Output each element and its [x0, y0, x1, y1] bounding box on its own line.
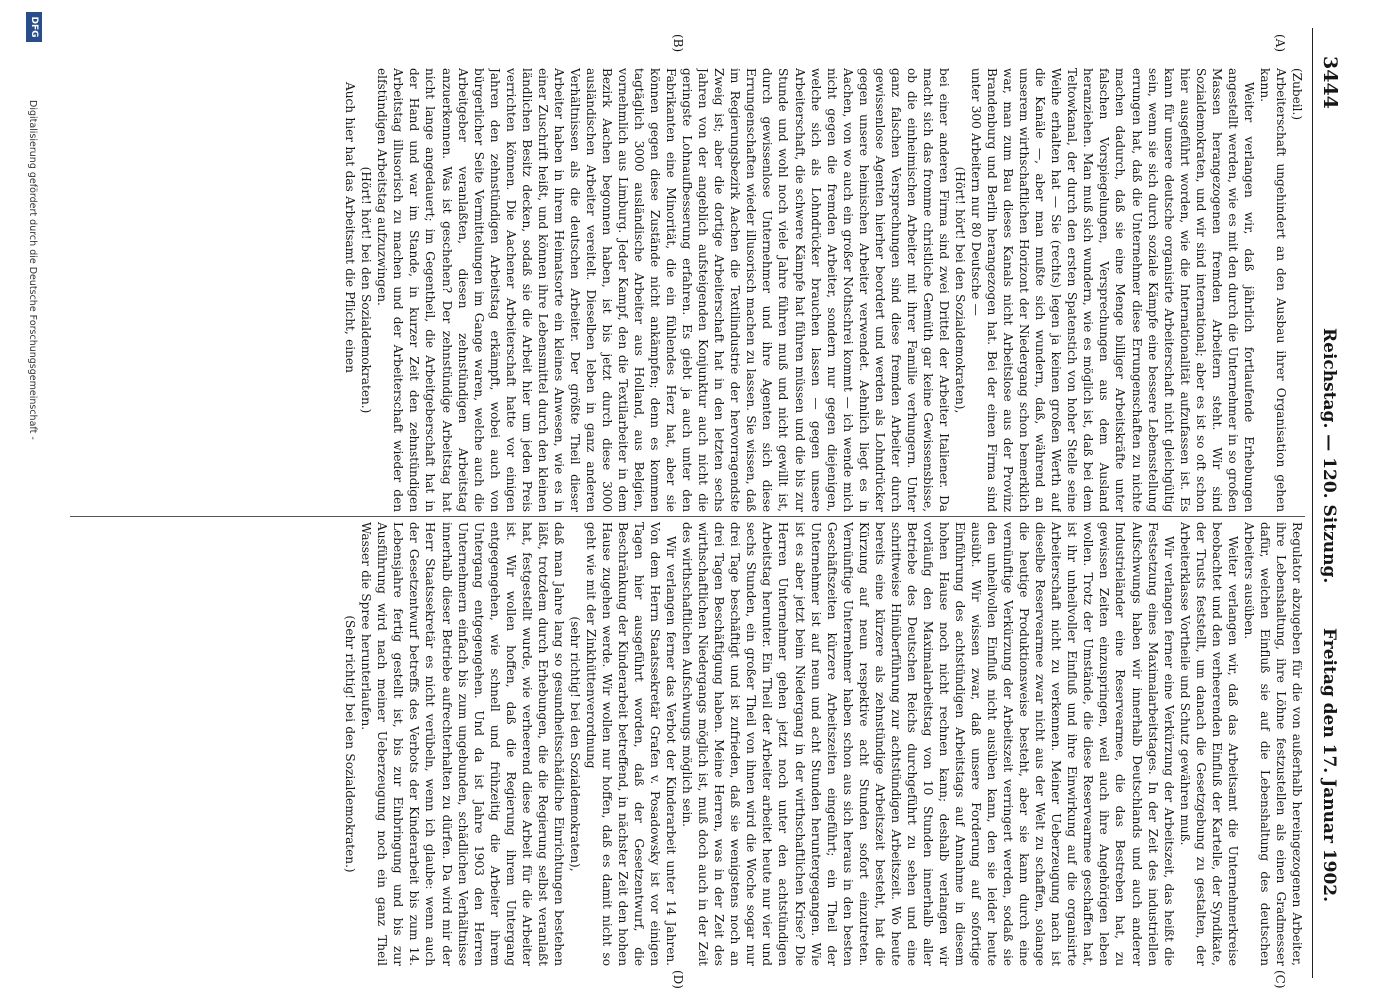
digitization-credit: Digitalisierung gefördert durch die Deutsche Forschungsgemeinschaft - [27, 100, 38, 440]
page-header [1312, 28, 1353, 978]
interjection: (Hört! hört! bei den Sozialdemokraten), [953, 166, 968, 414]
paragraph: bei einer anderen Firma sind zwei Drittel der Arbeiter Italiener. Da macht sich das fromme christliche Gemüth gar keine Gewissensbisse, ob die einheimischen Arbeiter mit ihrer Familie verhungern. Unter ganz falschen Versprechungen sind diese fremden Arbeiter durch gewissenlose Agenten hierher beordert und werden als Lohndrücker gegen unsere heimischen Arbeiter verwendet. Aehnlich liegt es in Aachen, von wo auch ein großer Nothschrei kommt — ich wende mich nicht gegen die fremden Arbeiter, sondern nur gegen diejenigen, welche sich als Lohndrücker brauchen lassen — gegen unsere Arbeiterschaft, die schwere Kämpfe hat führen müssen und die bis zur Stunde und wohl noch viele Jahre führen muß und nicht gewillt ist, durch gewissenlose Unternehmer und ihre Agenten sich diese Errungenschaften wieder illusorisch machen zu lassen. Sie wissen, daß im Regierungsbezirk Aachen die Textilindustrie der hervorragendste Zweig ist; aber die dortige Arbeiterschaft hat in den letzten sechs Jahren von der angeblich aufsteigenden Konjunktur auch nicht die geringste Lohnaufbesserung erfahren. Es giebt ja auch unter den Fabrikanten eine Minorität, die ein fühlendes Herz hat, aber sie können gegen diese Zustände nicht ankämpfen; denn es kommen tagtäglich 3000 ausländische Arbeiter aus Holland, aus Belgien, vornehmlich aus Limburg. Jeder Kampf, den die Textilarbeiter in dem Bezirk Aachen begonnen haben, ist bis jetzt durch diese 3000 ausländischen Arbeiter vereitelt. Dieselben leben in ganz anderen Verhältnissen als die deutschen Arbeiter. Der größte Theil dieser Arbeiter haben in ihrem Heimatsorte ein kleines Anwesen, wie es in einer Zuschrift heißt, und können ihre Lebensmittel durch den kleinen ländlichen Besitz decken, sodaß sie die Arbeit hier um jeden Preis verrichten können. Die Aachener Arbeiterschaft hatte vor einigen Jahren den zehnstündigen Arbeitstag erkämpft, wobei auch von bürgerlicher Seite Vermittelungen im Gange waren, welche auch die Arbeitgeber veranlaßten, diesen zehnstündigen Arbeitstag anzuerkennen. Was ist geschehen? Der zehnstündige Arbeitstag hat nicht lange angedauert; im Gegentheil, die Arbeitgeberschaft hat in der Hand und war im Stande, in kurzer Zeit den zehnstündigen Arbeitstag illusorisch zu machen und der Arbeiterschaft wieder den elfstündigen Arbeitstag aufzuzwingen. [375, 68, 951, 512]
session-title: Reichstag. — 120. Sitzung. [1319, 328, 1339, 584]
paragraph: Weiter verlangen wir, daß jährlich fortlaufende Erhebungen angestellt werden, wie es mit den durch die Unternehmer in so großen Massen herangezogenen fremden Arbeitern steht. Wir sind Sozialdemokraten, und wir sind international; aber es ist so oft schon hier ausgeführt worden, wie die Internationalität aufzufassen ist. Es kann für unsere deutsche organisirte Arbeiterschaft nicht gleichgültig sein, wenn sie sich durch soziale Kämpfe eine bessere Lebensstellung errungen hat, daß die Unternehmer diese Errungenschaften zu nichte machen dadurch, daß sie eine Menge billiger Arbeitskräfte unter falschen Vorspiegelungen, Versprechungen aus dem Ausland heranziehen. Man muß sich wundern, wie es möglich ist, daß bei dem Teltowkanal, der durch den ersten Spatenstich von hoher Stelle seine Weihe erhalten hat — Sie (rechts) legen ja keinen großen Werth auf die Kanäle —, aber man mußte sich wundern, daß, während an unserem wirthschaftlichen Horizont der Niedergang schon bemerklich war, man zum Bau dieses Kanals nicht Arbeitslose aus der Provinz Brandenburg und Berlin herangezogen hat. Bei der einen Firma sind unter 300 Arbeitern nur 80 Deutsche — [969, 68, 1256, 512]
paragraph: daß man Jahre lang so gesundheitsschädliche Einrichtungen bestehen läßt, trotzdem durch Erhebungen, die die Regierung selbst veranlaßt hat, festgestellt wurde, wie verheerend diese Arbeit für die Arbeiter ist. Wir wollen hoffen, daß die Regierung ihrem Untergang entgegengehen, wie schnell und frühzeitig die Arbeiter ihrem Untergang entgegengehen. Und da ist Jahre 1903 den Herren Unternehmern einfach bis zum ungebunden, schädlichen Verhältnisse innerhalb dieser Betriebe aufrechterhalten zu dürfen. Da wird mir der Herr Staatssekretär es nicht verübeln, wenn ich glaube: wenn auch der Gesetzentwurf betreffs des Verbots der Kinderarbeit bis zum 14. Lebensjahre fertig gestellt ist, bis zur Einbringung und bis zur Ausführung wird nach meiner Ueberzeugung noch ein ganz Theil Wasser die Spree herunterlaufen. [359, 522, 566, 966]
left-text-column [65, 68, 1305, 512]
column-divider [70, 516, 1305, 517]
paragraph: Wir verlangen ferner das Verbot der Kinderarbeit unter 14 Jahren. Von dem Herrn Staatssekretär Grafen v. Posadowsky ist vor einigen Tagen hier ausgeführt worden, daß der Gesetzentwurf, die Beschränkung der Kinderarbeit betreffend, in nächster Zeit den hohen Hause zugehen werde. Wir wollen nur hoffen, daß es damit nicht so geht wie mit der Zinkhüttenverordnung [583, 522, 679, 966]
paragraph: Weiter verlangen wir, daß das Arbeitsamt die Unternehmerkreise beobachtet und den verheerenden Einfluß der Kartelle, der Syndikate, der Trusts feststellt, um danach die Gesetzgebung zu gestalten, der Arbeiterklasse Vortheile und Schutz gewähren muß. [1177, 522, 1240, 966]
interjection: (Hört! hört! bei den Sozialdemokraten.) [359, 166, 374, 414]
session-date: Freitag den 17. Januar 1902. [1319, 628, 1339, 903]
margin-marker-d: (D) [671, 970, 685, 989]
interjection: (sehr richtig! bei den Sozialdemokraten), [567, 616, 582, 872]
paragraph: Auch hier hat das Arbeitsamt die Pflicht, einen [343, 82, 358, 373]
right-text-column [65, 522, 1305, 966]
paragraph: Wir verlangen ferner eine Verkürzung der Arbeitszeit, das heißt die Festsetzung eines Maximalarbeitstages. In der Zeit des industriellen Aufschwungs haben wir innerhalb Deutschlands und auch anderer Industrieländer eine Reservearmee, die das Bestreben hat, zu gewissen Zeiten einzuspringen, weil auch ihre Angehörigen leben wollen. Trotz der Umstände, die diese Reservearmee geschaffen hat, ist ihr unheilvoller Einfluß und ihre Einwirkung auf die organisirte Arbeiterschaft nicht zu verkennen. Meiner Ueberzeugung nach ist dieselbe Reservearmee zwar nicht aus der Welt zu schaffen, solange die heutige Produktionsweise besteht, aber sie kann durch eine vernünftige Verkürzung der Arbeitszeit verringert werden, sodaß sie den unheilvollen Einfluß nicht ausüben kann, den sie leider heute ausübt. Wir wissen zwar, daß unsere Forderung auf sofortige Einführung des achtstündigen Arbeitstags auf Annahme in diesem hohen Hause noch nicht rechnen kann; deshalb verlangen wir vorläufig den Maximalarbeitstag von 10 Stunden innerhalb aller Betriebe des Deutschen Reichs durchgeführt zu sehen und eine schrittweise Hinüberführung zur achtstündigen Arbeitszeit. Wo heute bereits eine kürzere als zehnstündige Arbeitszeit besteht, hat die Kürzung auf neun respektive acht Stunden sofort einzutreten. Vernünftige Unternehmer haben schon aus sich heraus in den besten Geschäftszeiten kürzere Arbeitszeiten eingeführt; ein Theil der Unternehmer ist auf neun und acht Stunden heruntergegangen. Wie ist es aber jetzt beim Niedergang in der wirthschaftlichen Krise? Die Herren Unternehmer gehen jetzt noch unter den achtstündigen Arbeitstag herunter. Ein Theil der Arbeiter arbeitet heute nur vier und sechs Stunden, ein großer Theil von ihnen wird die Woche sogar nur drei Tage beschäftigt und ist zufrieden, daß sie wenigstens noch an drei Tagen Beschäftigung haben. Meine Herren, was in der Zeit des wirthschaftlichen Niedergangs möglich ist, muß doch auch in der Zeit des wirthschaftlichen Aufschwungs möglich sein. [680, 522, 1176, 966]
paragraph: Regulator abzugeben für die von außerhalb hereingezogenen Arbeiter, ihre Lebenshaltung, ihre Löhne festzustellen als einen Gradmesser dafür, welchen Einfluß sie auf die Lebenshaltung des deutschen Arbeiters ausüben. [1241, 522, 1304, 966]
margin-marker-c: (C) [1273, 970, 1287, 989]
margin-marker-a: (A) [1273, 34, 1287, 53]
page-number: 3444 [1319, 56, 1341, 109]
paragraph: Arbeiterschaft ungehindert an den Ausbau ihrer Organisation gehen kann. [1257, 68, 1288, 512]
margin-marker-b: (B) [671, 34, 685, 53]
interjection: (Sehr richtig! bei den Sozialdemokraten.) [343, 615, 358, 873]
speaker-label: (Zubeil.) [1290, 68, 1304, 121]
dfg-logo: DFG [26, 12, 42, 42]
